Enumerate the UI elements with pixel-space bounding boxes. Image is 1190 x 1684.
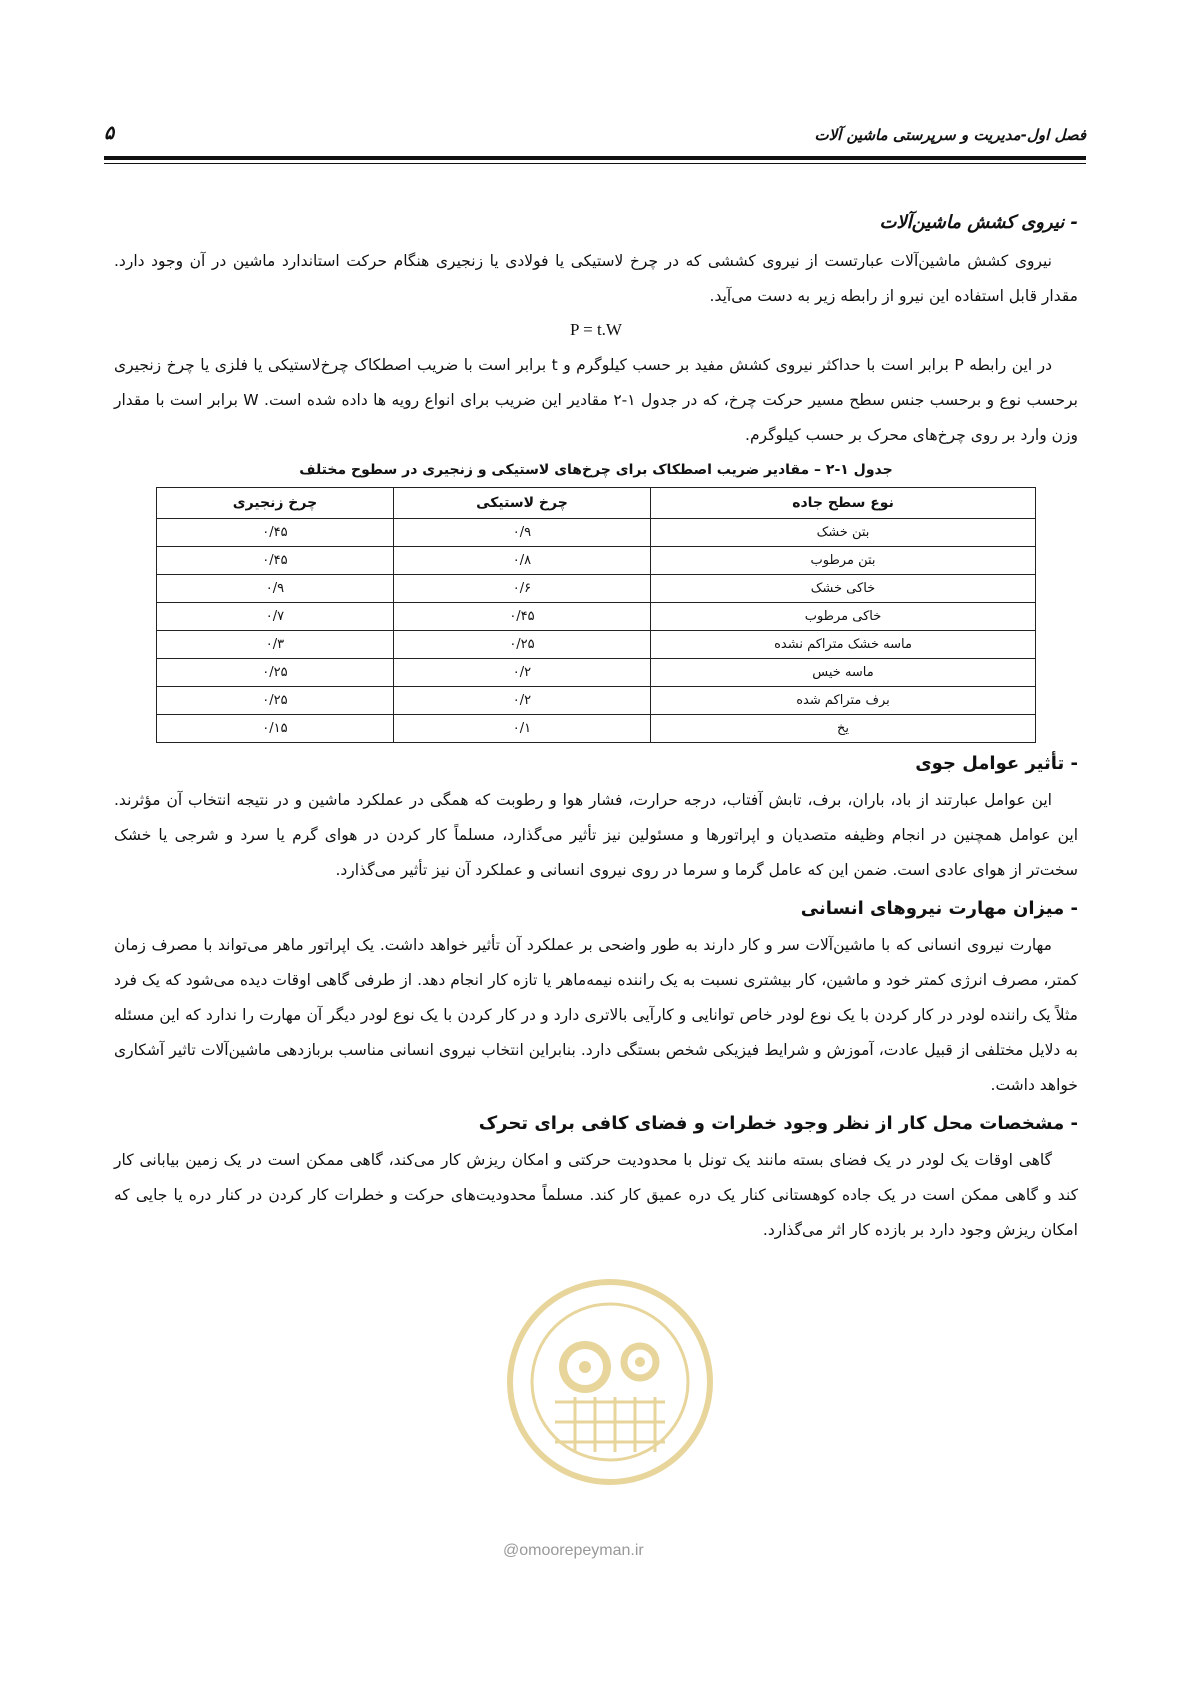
watermark-logo: [500, 1262, 720, 1522]
table-cell: ۰/۲: [393, 687, 650, 715]
chapter-title: فصل اول-مدیریت و سرپرستی ماشین آلات: [814, 126, 1086, 144]
main-content: [114, 208, 1078, 1248]
table-cell: ۰/۳: [157, 631, 394, 659]
table-cell: ۰/۹: [393, 519, 650, 547]
table-cell: ۰/۲۵: [393, 631, 650, 659]
table-row: [157, 575, 1036, 603]
table-cell: بتن مرطوب: [651, 547, 1036, 575]
paragraph-traction-1: نیروی کشش ماشین‌آلات عبارتست از نیروی کششی که در چرخ لاستیکی یا فولادی یا زنجیری هنگام حرکت استاندارد ماشین در آن وجود دارد. مقدار قابل استفاده این نیرو از رابطه زیر به دست می‌آید.: [114, 252, 1078, 305]
paragraph-traction-2: در این رابطه P برابر است با حداکثر نیروی کشش مفید بر حسب کیلوگرم و t برابر است با ضریب اصطکاک چرخ‌لاستیکی یا فلزی یا چرخ زنجیری برحسب نوع و برحسب جنس سطح مسیر حرکت چرخ، که در جدول ۱-۲ مقادیر این ضریب برای انواع رویه ها داده شده است. W برابر است با مقدار وزن وارد بر روی چرخ‌های محرک بر حسب کیلوگرم.: [114, 356, 1078, 444]
table-cell: ۰/۶: [393, 575, 650, 603]
table-cell: ماسه خشک متراکم نشده: [651, 631, 1036, 659]
table-cell: برف متراکم شده: [651, 687, 1036, 715]
table-header-rubber: چرخ لاستیکی: [393, 488, 650, 519]
table-cell: یخ: [651, 715, 1036, 743]
section-heading-traction: - نیروی کشش ماشین‌آلات: [879, 212, 1078, 233]
table-cell: ۰/۹: [157, 575, 394, 603]
table-row: [157, 547, 1036, 575]
table-header-chain: چرخ زنجیری: [157, 488, 394, 519]
page-number: ۵: [104, 122, 115, 144]
table-cell: ۰/۴۵: [157, 547, 394, 575]
table-header-surface: نوع سطح جاده: [651, 488, 1036, 519]
header-rule-thick: [104, 156, 1086, 160]
running-header: [104, 122, 1086, 152]
section-heading-skill: - میزان مهارت نیروهای انسانی: [800, 898, 1078, 919]
table-cell: ۰/۲۵: [157, 687, 394, 715]
table-row: [157, 715, 1036, 743]
friction-table: [156, 487, 1036, 743]
table-cell: ۰/۱۵: [157, 715, 394, 743]
paragraph-site: گاهی اوقات یک لودر در یک فضای بسته مانند یک تونل با محدودیت حرکتی و امکان ریزش کار می‌کند، گاهی ممکن است در یک زمین بیابانی کار کند و گاهی ممکن است در یک جاده کوهستانی کنار یک دره عمیق کار کند. مسلماً محدودیت‌های حرکت و خطرات کار کردن در کنار دره یا جایی که امکان ریزش وجود دارد بر بازده کار اثر می‌گذارد.: [114, 1151, 1078, 1239]
table-row: [157, 519, 1036, 547]
table-row: [157, 687, 1036, 715]
section-heading-site: - مشخصات محل کار از نظر وجود خطرات و فضای کافی برای تحرک: [478, 1113, 1078, 1134]
table-row: [157, 603, 1036, 631]
table-header-row: [157, 488, 1036, 519]
table-cell: ماسه خیس: [651, 659, 1036, 687]
table-cell: ۰/۲۵: [157, 659, 394, 687]
table-cell: ۰/۷: [157, 603, 394, 631]
table-cell: ۰/۱: [393, 715, 650, 743]
paragraph-skill: مهارت نیروی انسانی که با ماشین‌آلات سر و کار دارند به طور واضحی بر عملکرد آن تأثیر خواهد داشت. یک اپراتور ماهر می‌تواند با مصرف زمان کمتر، مصرف انرژی کمتر خود و ماشین، کار بیشتری نسبت به یک راننده نیمه‌ماهر یا تازه کار انجام دهد. از طرفی گاهی اوقات دیده می‌شود که یک فرد مثلاً یک راننده لودر در کار کردن با یک نوع لودر خاص توانایی و کارآیی بالاتری دارد و در کار کردن با یک نوع لودر دیگر آن مهارت را ندارد که این مسئله به دلایل مختلفی از قبیل عادت، آموزش و شرایط فیزیکی شخص بستگی دارد. بنابراین انتخاب نیروی انسانی مناسب بربازدهی ماشین‌آلات تاثیر آشکاری خواهد داشت.: [114, 936, 1078, 1094]
table-caption: جدول ۱-۲ – مقادیر ضریب اصطکاک برای چرخ‌های لاستیکی و زنجیری در سطوح مختلف: [299, 462, 893, 478]
formula-traction: P = t.W: [570, 320, 622, 339]
watermark-text: @omoorepeyman.ir: [503, 1542, 644, 1559]
table-cell: خاکی مرطوب: [651, 603, 1036, 631]
table-row: [157, 659, 1036, 687]
table-cell: ۰/۲: [393, 659, 650, 687]
table-cell: ۰/۴۵: [393, 603, 650, 631]
table-cell: خاکی خشک: [651, 575, 1036, 603]
section-heading-weather: - تأثیر عوامل جوی: [915, 753, 1078, 774]
table-row: [157, 631, 1036, 659]
table-cell: بتن خشک: [651, 519, 1036, 547]
header-rule-thin: [104, 163, 1086, 164]
paragraph-weather: این عوامل عبارتند از باد، باران، برف، تابش آفتاب، درجه حرارت، فشار هوا و رطوبت که همگی در عملکرد ماشین و در نتیجه انتخاب آن مؤثرند. این عوامل همچنین در انجام وظیفه متصدیان و اپراتورها و مسئولین نیز تأثیر می‌گذارد، مسلماً کار کردن در هوای گرم یا سرد و شرجی یا خشک سخت‌تر از هوای عادی است. ضمن این که عامل گرما و سرما در روی نیروی انسانی و عملکرد آن نیز تأثیر می‌گذارد.: [114, 791, 1078, 879]
table-cell: ۰/۴۵: [157, 519, 394, 547]
table-cell: ۰/۸: [393, 547, 650, 575]
